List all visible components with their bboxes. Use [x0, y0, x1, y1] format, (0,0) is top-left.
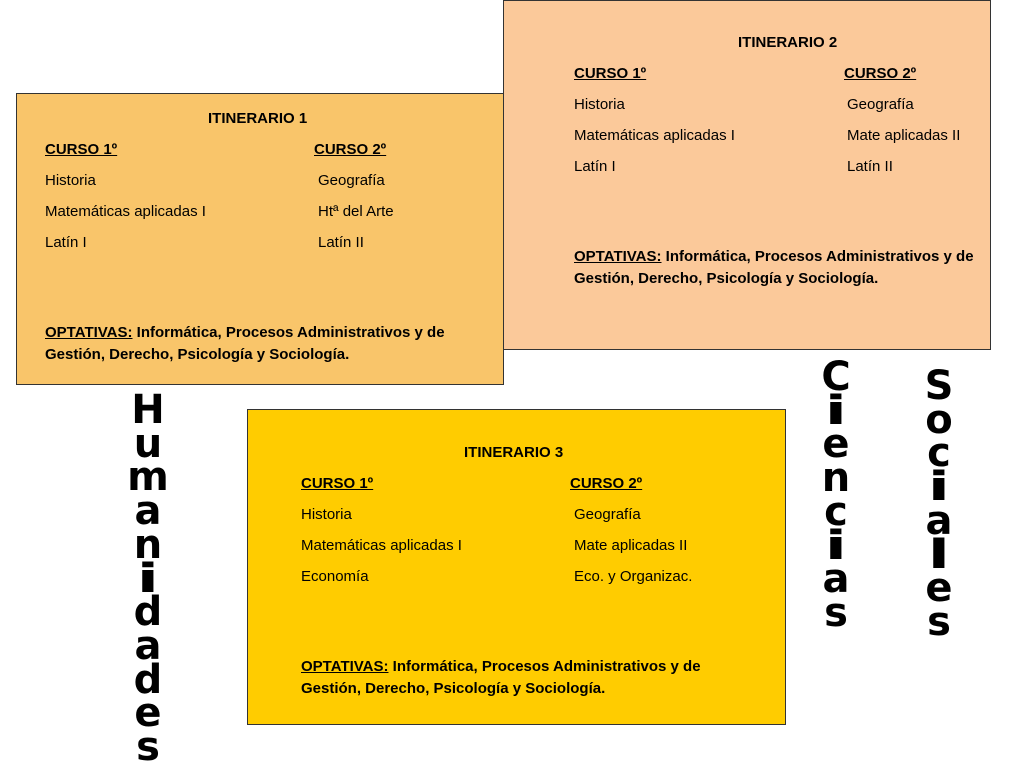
itinerario-1-title: ITINERARIO 1 — [208, 110, 308, 127]
itinerario-1-curso2-item: Latín II — [318, 234, 364, 251]
itinerario-3-curso2-header: CURSO 2º — [570, 475, 643, 492]
letter: a — [925, 497, 953, 544]
itinerario-1-curso2-item: Geografía — [318, 172, 385, 189]
itinerario-2-curso1-item: Historia — [574, 96, 625, 113]
letter: d — [133, 589, 163, 636]
vertical-word-sociales — [914, 363, 964, 645]
itinerario-2-curso2-item: Mate aplicadas II — [847, 127, 961, 144]
itinerario-3-curso1-item: Economía — [301, 568, 369, 585]
itinerario-2-title: ITINERARIO 2 — [738, 34, 838, 51]
itinerario-3-curso1-item: Historia — [301, 506, 352, 523]
itinerario-1-curso1-item: Matemáticas aplicadas I — [45, 203, 206, 220]
itinerario-2-curso2-header: CURSO 2º — [844, 65, 917, 82]
letter: n — [133, 521, 163, 568]
itinerario-3-optativas — [301, 656, 741, 700]
letter: e — [134, 690, 162, 737]
itinerario-2-curso2-item: Geografía — [847, 96, 914, 113]
letter: l — [928, 531, 950, 578]
itinerario-3-curso1-header: CURSO 1º — [301, 475, 374, 492]
letter: c — [927, 430, 951, 477]
itinerario-1-curso1-item: Latín I — [45, 234, 87, 251]
itinerario-1-curso2-header: CURSO 2º — [314, 141, 387, 158]
itinerario-2-curso1-header: CURSO 1º — [574, 65, 647, 82]
optativas-text: Informática, Procesos Administrativos y de Gestión, Derecho, Psicología y Sociología. — [574, 248, 974, 287]
itinerario-1-curso1-item: Historia — [45, 172, 96, 189]
itinerario-1-curso1-header: CURSO 1º — [45, 141, 118, 158]
itinerario-2-box — [503, 0, 991, 350]
itinerario-2-curso1-item: Matemáticas aplicadas I — [574, 127, 735, 144]
letter: i — [825, 522, 847, 569]
letter: a — [134, 622, 162, 669]
letter: i — [928, 464, 950, 511]
letter: c — [824, 488, 848, 535]
optativas-text: Informática, Procesos Administrativos y de Gestión, Derecho, Psicología y Sociología. — [301, 658, 701, 697]
letter: s — [136, 724, 160, 770]
optativas-text: Informática, Procesos Administrativos y de Gestión, Derecho, Psicología y Sociología. — [45, 324, 445, 363]
letter: C — [821, 354, 851, 400]
letter: e — [822, 421, 850, 468]
itinerario-3-curso2-item: Eco. y Organizac. — [574, 568, 693, 585]
itinerario-3-title: ITINERARIO 3 — [464, 444, 564, 461]
itinerario-2-curso1-item: Latín I — [574, 158, 616, 175]
letter: e — [925, 565, 953, 612]
itinerario-3-curso1-item: Matemáticas aplicadas I — [301, 537, 462, 554]
letter: S — [924, 363, 954, 409]
letter: m — [127, 454, 169, 501]
letter: i — [137, 555, 159, 602]
vertical-word-humanidades — [123, 387, 173, 770]
optativas-label: OPTATIVAS: — [45, 324, 133, 341]
itinerario-1-curso2-item: Htª del Arte — [318, 203, 394, 220]
itinerario-1-optativas — [45, 322, 490, 366]
letter: d — [133, 656, 163, 703]
letter: i — [825, 387, 847, 434]
vertical-word-ciencias — [811, 354, 861, 636]
itinerario-2-optativas — [574, 246, 1014, 290]
letter: o — [925, 396, 953, 443]
letter: n — [821, 455, 851, 502]
itinerario-2-curso2-item: Latín II — [847, 158, 893, 175]
letter: H — [131, 387, 165, 433]
letter: s — [824, 589, 848, 636]
itinerario-3-curso2-item: Geografía — [574, 506, 641, 523]
optativas-label: OPTATIVAS: — [301, 658, 389, 675]
letter: u — [133, 420, 163, 467]
letter: s — [927, 598, 951, 645]
optativas-label: OPTATIVAS: — [574, 248, 662, 265]
itinerario-3-box — [247, 409, 786, 725]
itinerario-3-curso2-item: Mate aplicadas II — [574, 537, 688, 554]
itinerario-1-box — [16, 93, 504, 385]
letter: a — [134, 488, 162, 535]
letter: a — [822, 556, 850, 603]
